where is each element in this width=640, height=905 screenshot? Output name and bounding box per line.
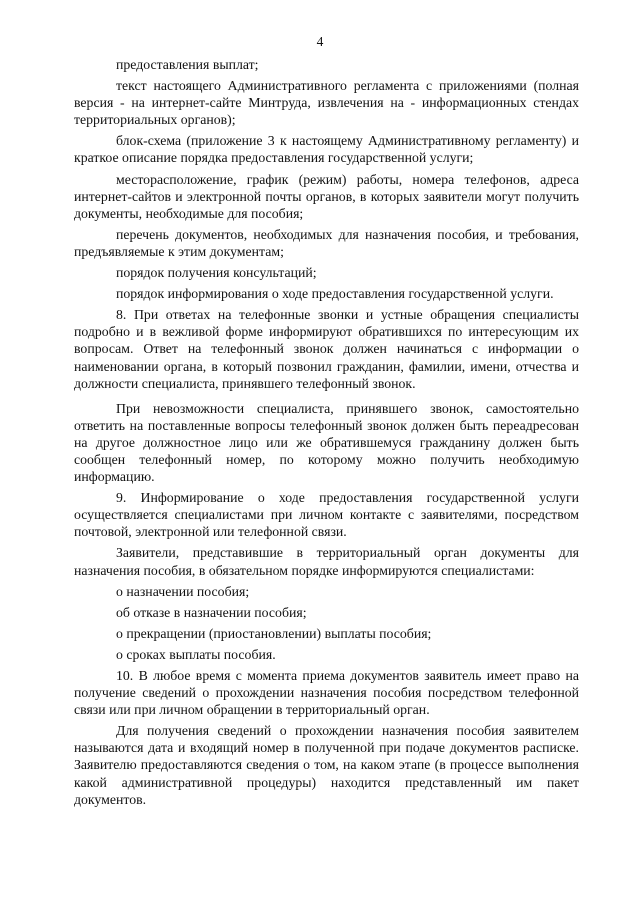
paragraph: 10. В любое время с момента приема документов заявитель имеет право на получение сведений о прохождении назначения пособия посредством телефонной связи или при личном обращении в территориальный орган. — [74, 668, 579, 718]
paragraph: текст настоящего Административного регламента с приложениями (полная версия - на интернет-сайте Минтруда, извлечения на - информационных стендах территориальных органов); — [74, 78, 579, 128]
paragraph: порядок информирования о ходе предоставления государственной услуги. — [116, 286, 554, 302]
paragraph: месторасположение, график (режим) работы, номера телефонов, адреса интернет-сайтов и электронной почты органов, в которых заявители могут получить документы, необходимые для пособия; — [74, 171, 579, 221]
paragraph: Для получения сведений о прохождении назначения пособия заявителем называются дата и входящий номер в полученной при подаче документов расписке. Заявителю предоставляются сведения о том, на каком этапе (в процессе выполнения какой административной процедуры) находится представленный им пакет документов. — [74, 723, 579, 807]
paragraph: 8. При ответах на телефонные звонки и устные обращения специалисты подробно и в вежливой форме информируют обратившихся по интересующим их вопросам. Ответ на телефонный звонок должен начинаться с информации о наименовании органа, в который позвонил гражданин, фамилии, имени, отчества и должности специалиста, принявшего телефонный звонок. — [74, 307, 579, 391]
paragraph: порядок получения консультаций; — [116, 265, 317, 281]
paragraph: о сроках выплаты пособия. — [116, 646, 276, 662]
paragraph: перечень документов, необходимых для назначения пособия, и требования, предъявляемые к этим документам; — [74, 226, 579, 259]
paragraph: об отказе в назначении пособия; — [116, 604, 307, 620]
paragraph: о прекращении (приостановлении) выплаты пособия; — [116, 625, 432, 641]
page-number: 4 — [316, 34, 324, 49]
paragraph: Заявители, представившие в территориальный орган документы для назначения пособия, в обязательном порядке информируются специалистами: — [74, 545, 579, 578]
paragraph: предоставления выплат; — [116, 57, 259, 72]
paragraph: блок-схема (приложение 3 к настоящему Административному регламенту) и краткое описание порядка предоставления государственной услуги; — [74, 133, 579, 166]
paragraph: При невозможности специалиста, принявшего звонок, самостоятельно ответить на поставленные вопросы телефонный звонок должен быть переадресован на другое должностное лицо или же обратившемуся гражданину должен быть сообщен телефонный номер, по которому можно получить необходимую информацию. — [74, 400, 579, 485]
paragraph: 9. Информирование о ходе предоставления государственной услуги осуществляется специалистами при личном контакте с заявителями, посредством почтовой, электронной или телефонной связи. — [74, 490, 579, 540]
paragraph: о назначении пособия; — [116, 583, 250, 599]
document-body — [74, 56, 579, 808]
